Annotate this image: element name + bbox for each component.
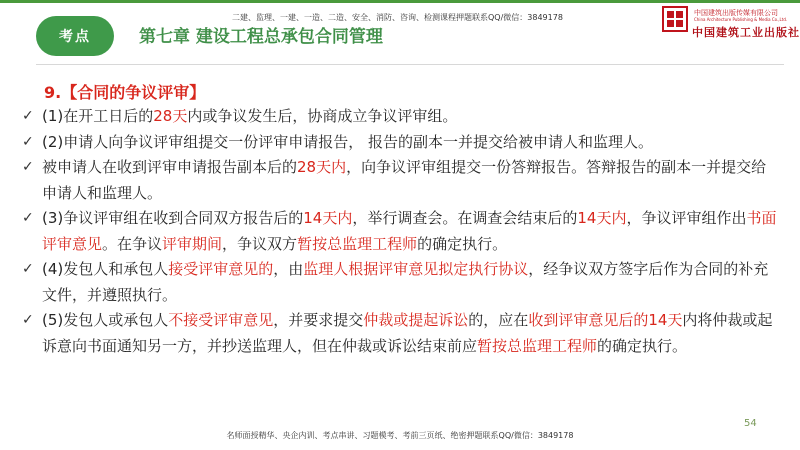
publisher-name-cn: 中国建筑出版传媒有限公司 <box>694 9 778 17</box>
check-icon: ✓ <box>22 261 34 277</box>
publisher-calligraphy: 中国建筑工业出版社 <box>692 26 800 39</box>
publisher-emblem-icon <box>662 6 688 32</box>
highlight-text: 14天内 <box>303 209 353 227</box>
item-text: ，由 <box>273 260 304 278</box>
highlight-text: 接受评审意见的 <box>168 260 274 278</box>
item-text: 内将仲裁或起诉意向书面通知另一方，并抄送监理人，但在仲裁或诉讼结束前应 <box>42 311 773 355</box>
list-item <box>22 308 780 359</box>
section-title: 9.【合同的争议评审】 <box>44 83 206 102</box>
item-text: 的，应在 <box>468 311 529 329</box>
check-icon: ✓ <box>22 108 34 124</box>
check-icon: ✓ <box>22 133 34 150</box>
item-text: ，举行调查会。在调查会结束后的 <box>352 209 578 227</box>
highlight-text: 暂按总监理工程师 <box>297 234 418 253</box>
topic-badge: 考点 <box>36 16 114 56</box>
highlight-text: 暂按总监理工程师 <box>477 336 598 355</box>
item-text: (4)发包人和承包人 <box>42 260 169 278</box>
highlight-text: 14天内 <box>577 209 627 227</box>
item-text: ，争议评审组作出 <box>626 209 747 227</box>
item-text: 的确定执行。 <box>597 336 688 355</box>
check-icon: ✓ <box>22 159 34 175</box>
highlight-text: 28天 <box>153 107 188 125</box>
item-text: ，争议双方 <box>222 234 298 253</box>
item-text: 的确定执行。 <box>417 234 508 253</box>
list-item <box>22 206 780 257</box>
item-text: 被申请人在收到评审申请报告副本后的 <box>42 158 298 176</box>
item-text: (3)争议评审组在收到合同双方报告后的 <box>42 209 304 227</box>
chapter-title: 第七章 建设工程总承包合同管理 <box>139 27 383 47</box>
item-text: 内或争议发生后，协商成立争议评审组。 <box>187 107 458 125</box>
check-icon: ✓ <box>22 312 34 328</box>
item-text: (2)申请人向争议评审组提交一份评审申请报告， 报告的副本一并提交给被申请人和监理人。 <box>42 132 654 151</box>
highlight-text: 评审期间 <box>162 234 223 253</box>
publisher-logo <box>662 4 800 44</box>
page-number: 54 <box>744 418 757 429</box>
highlight-text: 收到评审意见后的14天 <box>528 311 683 329</box>
item-text: ，向争议评审组提交一份答辩报告。答辩报告的副本一并提交给申请人和监理人。 <box>42 158 767 202</box>
item-text: ，并要求提交 <box>273 311 364 329</box>
item-text: (1)在开工日后的 <box>42 107 154 125</box>
publisher-name-en: China Architecture Publishing & Media Co.,Ltd. <box>694 17 788 22</box>
list-item <box>22 155 780 206</box>
highlight-text: 监理人根据评审意见拟定执行协议 <box>303 260 529 278</box>
header-note: 二建、监理、一建、一造、二造、安全、消防、咨询、检测课程押题联系QQ/微信：3849178 <box>232 13 563 22</box>
list-item <box>22 257 780 308</box>
list-item <box>22 104 780 130</box>
top-accent-line <box>0 0 800 3</box>
header-divider <box>36 64 784 65</box>
highlight-text: 28天内 <box>297 158 347 176</box>
item-text: (5)发包人或承包人 <box>42 311 169 329</box>
highlight-text: 仲裁或提起诉讼 <box>363 311 469 329</box>
item-text: 。在争议 <box>102 234 163 253</box>
check-icon: ✓ <box>22 210 34 226</box>
content-list <box>22 104 780 359</box>
highlight-text: 书面评审意见 <box>42 209 777 253</box>
item-text: ，经争议双方签字后作为合同的补充文件，并遵照执行。 <box>42 260 769 304</box>
highlight-text: 不接受评审意见 <box>168 311 274 329</box>
footer-note: 名师面授精华、央企内训、考点串讲、习题模考、考前三页纸、绝密押题联系QQ/微信：3849178 <box>226 431 574 440</box>
list-item <box>22 130 780 156</box>
